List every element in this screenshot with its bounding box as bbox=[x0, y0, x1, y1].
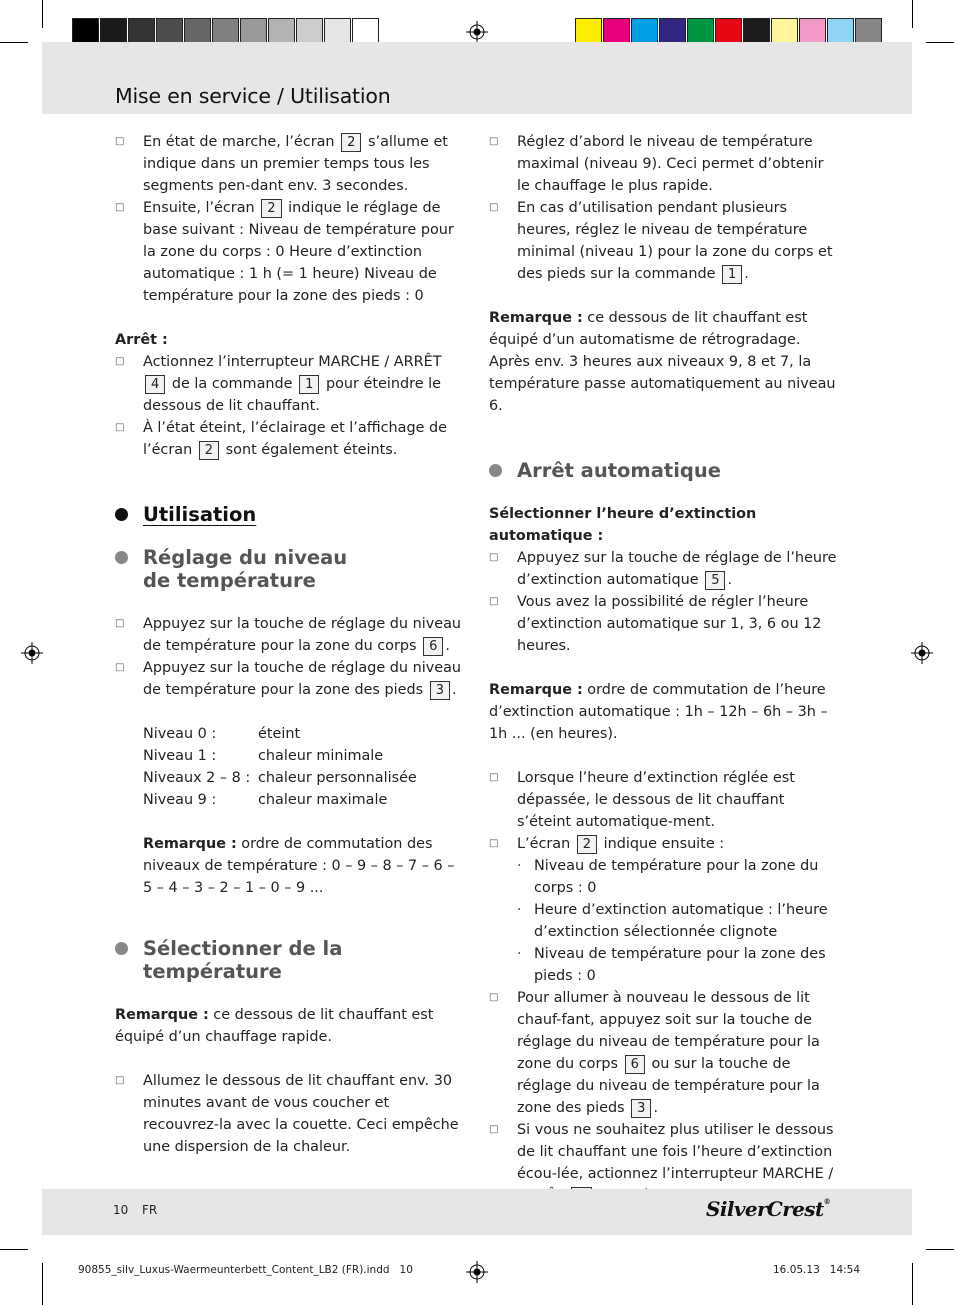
bullet-dot-icon bbox=[115, 942, 128, 955]
list-item: □ Appuyez sur la touche de réglage du niveau de température pour la zone des pieds 3 . bbox=[115, 657, 467, 701]
checkbox-bullet-icon: □ bbox=[115, 202, 125, 213]
sub-heading: Sélectionner l’heure d’extinction automatique : bbox=[489, 506, 757, 544]
note-remarque: Remarque : ordre de commutation des niveaux de température : 0 – 9 – 8 – 7 – 6 – 5 – 4 – 3 – 2 – 1 – 0 – 9 ... bbox=[143, 836, 455, 896]
registration-mark-icon bbox=[911, 642, 933, 664]
level-table bbox=[115, 723, 467, 899]
ref-number-box: 4 bbox=[145, 375, 165, 394]
right-column bbox=[489, 131, 841, 1229]
ref-number-box: 2 bbox=[577, 835, 597, 854]
section-heading-selectionner: Sélectionner de la température bbox=[115, 937, 467, 983]
checkbox-bullet-icon: □ bbox=[489, 1124, 499, 1135]
section-heading-utilisation: Utilisation bbox=[115, 503, 467, 526]
ref-number-box: 1 bbox=[299, 375, 319, 394]
crop-mark bbox=[926, 42, 954, 43]
slug-date: 16.05.13 14:54 bbox=[773, 1264, 861, 1276]
language-code: FR bbox=[142, 1203, 158, 1217]
checkbox-bullet-icon: □ bbox=[115, 136, 125, 147]
section-heading-arret-automatique: Arrêt automatique bbox=[489, 459, 841, 482]
crop-mark bbox=[926, 1249, 954, 1250]
section-heading-reglage: Réglage du niveau de température bbox=[115, 546, 467, 592]
ref-number-box: 5 bbox=[705, 571, 725, 590]
checkbox-bullet-icon: □ bbox=[489, 772, 499, 783]
ref-number-box: 2 bbox=[341, 133, 361, 152]
checkbox-bullet-icon: □ bbox=[115, 662, 125, 673]
crop-mark bbox=[912, 1263, 913, 1305]
bullet-dot-icon bbox=[115, 508, 128, 521]
list-item: □ Appuyez sur la touche de réglage de l’heure d’extinction automatique 5 . bbox=[489, 547, 841, 591]
level-row: Niveau 1 : chaleur minimale bbox=[143, 748, 384, 764]
checkbox-bullet-icon: □ bbox=[489, 136, 499, 147]
list-item: □ Réglez d’abord le niveau de température maximal (niveau 9). Ceci permet d’obtenir le chauffage le plus rapide. bbox=[489, 131, 841, 197]
list-item: □ Lorsque l’heure d’extinction réglée est dépassée, le dessous de lit chauffant s’éteint automatique-ment. bbox=[489, 767, 841, 833]
left-column bbox=[115, 131, 467, 1158]
bullet-dot-icon bbox=[115, 551, 128, 564]
ref-number-box: 6 bbox=[625, 1055, 645, 1074]
list-item: □ Ensuite, l’écran 2 indique le réglage de base suivant : Niveau de température pour la zone du corps : 0 Heure d’extinction automatique : 1 h (= 1 heure) Niveau de température pour la zone des pieds : 0 bbox=[115, 197, 467, 307]
ref-number-box: 6 bbox=[423, 637, 443, 656]
bullet-dot-icon bbox=[489, 464, 502, 477]
page-number: 10 bbox=[113, 1203, 129, 1217]
brand-logo: SilverCrest® bbox=[706, 1197, 831, 1221]
crop-mark bbox=[42, 0, 43, 28]
crop-mark bbox=[0, 42, 28, 43]
level-row: Niveau 9 : chaleur maximale bbox=[143, 792, 388, 808]
ref-number-box: 3 bbox=[430, 681, 450, 700]
checkbox-bullet-icon: □ bbox=[489, 992, 499, 1003]
level-row: Niveau 0 : éteint bbox=[143, 726, 301, 742]
sub-list-item: · Heure d’extinction automatique : l’heure d’extinction sélectionnée clignote bbox=[517, 902, 828, 940]
registration-mark-icon bbox=[466, 21, 488, 43]
list-item: □ En cas d’utilisation pendant plusieurs heures, réglez le niveau de température minimal (niveau 1) pour la zone du corps et des pieds sur la commande 1 . bbox=[489, 197, 841, 285]
sub-list-item: · Niveau de température pour la zone des pieds : 0 bbox=[517, 946, 826, 984]
list-item: □ Si vous ne souhaitez plus utiliser le dessous de lit chauffant une fois l’heure d’extinction écou-lée, actionnez l’interrupteur MARCHE / bbox=[489, 1119, 841, 1229]
slug-filename: 90855_silv_Luxus-Waermeunterbett_Content_LB2 (FR).indd 10 bbox=[78, 1264, 413, 1276]
list-item: □ Actionnez l’interrupteur MARCHE / ARRÊT 4 de la commande 1 pour éteindre le dessous de lit chauffant. bbox=[115, 351, 467, 417]
crop-mark bbox=[0, 1249, 28, 1250]
list-item: □ L’écran 2 indique ensuite : · Niveau de température pour la zone du corps : 0 · Heure d’extinction automatique : l’heure d’extinction sélectionnée clignote · Niveau de température pour la zone des pieds : 0 bbox=[489, 833, 841, 987]
checkbox-bullet-icon: □ bbox=[489, 838, 499, 849]
note-remarque: Remarque : ce dessous de lit chauffant est équipé d’un automatisme de rétrogradage. Après env. 3 heures aux niveaux 9, 8 et 7, la température passe automatiquement au niveau 6. bbox=[489, 310, 836, 414]
arret-label: Arrêt : bbox=[115, 332, 168, 348]
ref-number-box: 3 bbox=[631, 1099, 651, 1118]
crop-mark bbox=[912, 0, 913, 28]
checkbox-bullet-icon: □ bbox=[115, 356, 125, 367]
list-item: □ Pour allumer à nouveau le dessous de lit chauf-fant, appuyez soit sur la touche de réglage du niveau de température pour la zone du corps 6 ou sur la touche de réglage du niveau de température pour la zone des pieds 3 . bbox=[489, 987, 841, 1119]
list-item: □ Vous avez la possibilité de régler l’heure d’extinction automatique sur 1, 3, 6 ou 12 heures. bbox=[489, 591, 841, 657]
checkbox-bullet-icon: □ bbox=[115, 422, 125, 433]
ref-number-box: 2 bbox=[261, 199, 281, 218]
list-item: □ En état de marche, l’écran 2 s’allume et indique dans un premier temps tous les segments pen-dant env. 3 secondes. bbox=[115, 131, 467, 197]
checkbox-bullet-icon: □ bbox=[489, 596, 499, 607]
level-row: Niveaux 2 – 8 : chaleur personnalisée bbox=[143, 770, 417, 786]
checkbox-bullet-icon: □ bbox=[489, 202, 499, 213]
registration-mark-icon bbox=[21, 642, 43, 664]
ref-number-box: 1 bbox=[722, 265, 742, 284]
list-item: □ À l’état éteint, l’éclairage et l’affichage de l’écran 2 sont également éteints. bbox=[115, 417, 467, 461]
crop-mark bbox=[42, 1263, 43, 1305]
note-remarque: Remarque : ce dessous de lit chauffant est équipé d’un chauffage rapide. bbox=[115, 1007, 434, 1045]
list-item: □ Appuyez sur la touche de réglage du niveau de température pour la zone du corps 6 . bbox=[115, 613, 467, 657]
note-remarque: Remarque : ordre de commutation de l’heure d’extinction automatique : 1h – 12h – 6h – 3h – 1h ... (en heures). bbox=[489, 682, 828, 742]
page-title: Mise en service / Utilisation bbox=[115, 84, 391, 108]
list-item: □ Allumez le dessous de lit chauffant env. 30 minutes avant de vous coucher et recouvrez-la avec la couette. Ceci empêche une dispersion de la chaleur. bbox=[115, 1070, 467, 1158]
sub-list-item: · Niveau de température pour la zone du corps : 0 bbox=[517, 858, 819, 896]
checkbox-bullet-icon: □ bbox=[115, 1075, 125, 1086]
checkbox-bullet-icon: □ bbox=[115, 618, 125, 629]
checkbox-bullet-icon: □ bbox=[489, 552, 499, 563]
registration-mark-icon bbox=[466, 1261, 488, 1283]
ref-number-box: 2 bbox=[199, 441, 219, 460]
